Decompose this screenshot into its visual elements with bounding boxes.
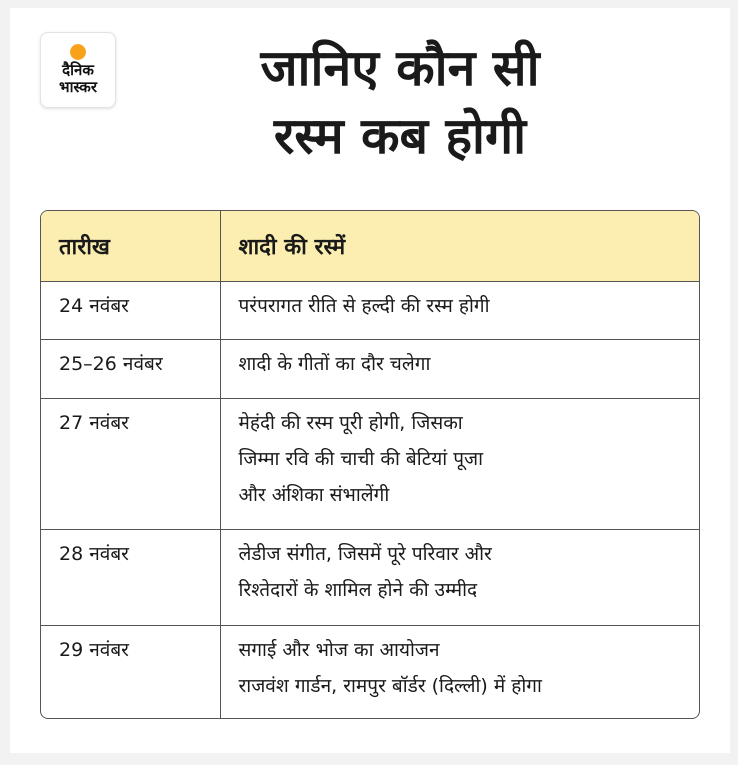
- row-date: 27 नवंबर: [41, 398, 220, 530]
- header-rituals: शादी की रस्में: [220, 211, 699, 282]
- row-date: 24 नवंबर: [41, 282, 220, 340]
- row-date: 28 नवंबर: [41, 530, 220, 625]
- table-header-row: [41, 211, 699, 282]
- table-row: [41, 625, 699, 718]
- title-line2: रस्म कब होगी: [273, 107, 527, 165]
- logo-text-line2: भास्कर: [59, 78, 97, 96]
- row-event: सगाई और भोज का आयोजन राजवंश गार्डन, रामपुर बॉर्डर (दिल्ली) में होगा: [238, 638, 542, 697]
- row-event: परंपरागत रीति से हल्दी की रस्म होगी: [220, 282, 699, 340]
- row-event: लेडीज संगीत, जिसमें पूरे परिवार और रिश्तेदारों के शामिल होने की उम्मीद: [220, 530, 699, 625]
- schedule-table: [40, 210, 700, 719]
- logo-text-line1: दैनिक: [62, 61, 94, 79]
- header-date: तारीख: [41, 211, 220, 282]
- dainik-bhaskar-logo: [40, 32, 116, 108]
- title-line1: जानिए कौन सी: [260, 39, 540, 97]
- row-date: 29 नवंबर: [41, 625, 220, 718]
- table-row: [41, 282, 699, 340]
- row-event: मेहंदी की रस्म पूरी होगी, जिसका जिम्मा रवि की चाची की बेटियां पूजा और अंशिका संभालेंगी: [220, 398, 699, 530]
- sun-icon: [70, 44, 86, 60]
- row-date: 25–26 नवंबर: [41, 340, 220, 398]
- table-row: [41, 530, 699, 625]
- page-title: [150, 34, 650, 170]
- row-event: शादी के गीतों का दौर चलेगा: [220, 340, 699, 398]
- table-row: [41, 340, 699, 398]
- table-row: [41, 398, 699, 530]
